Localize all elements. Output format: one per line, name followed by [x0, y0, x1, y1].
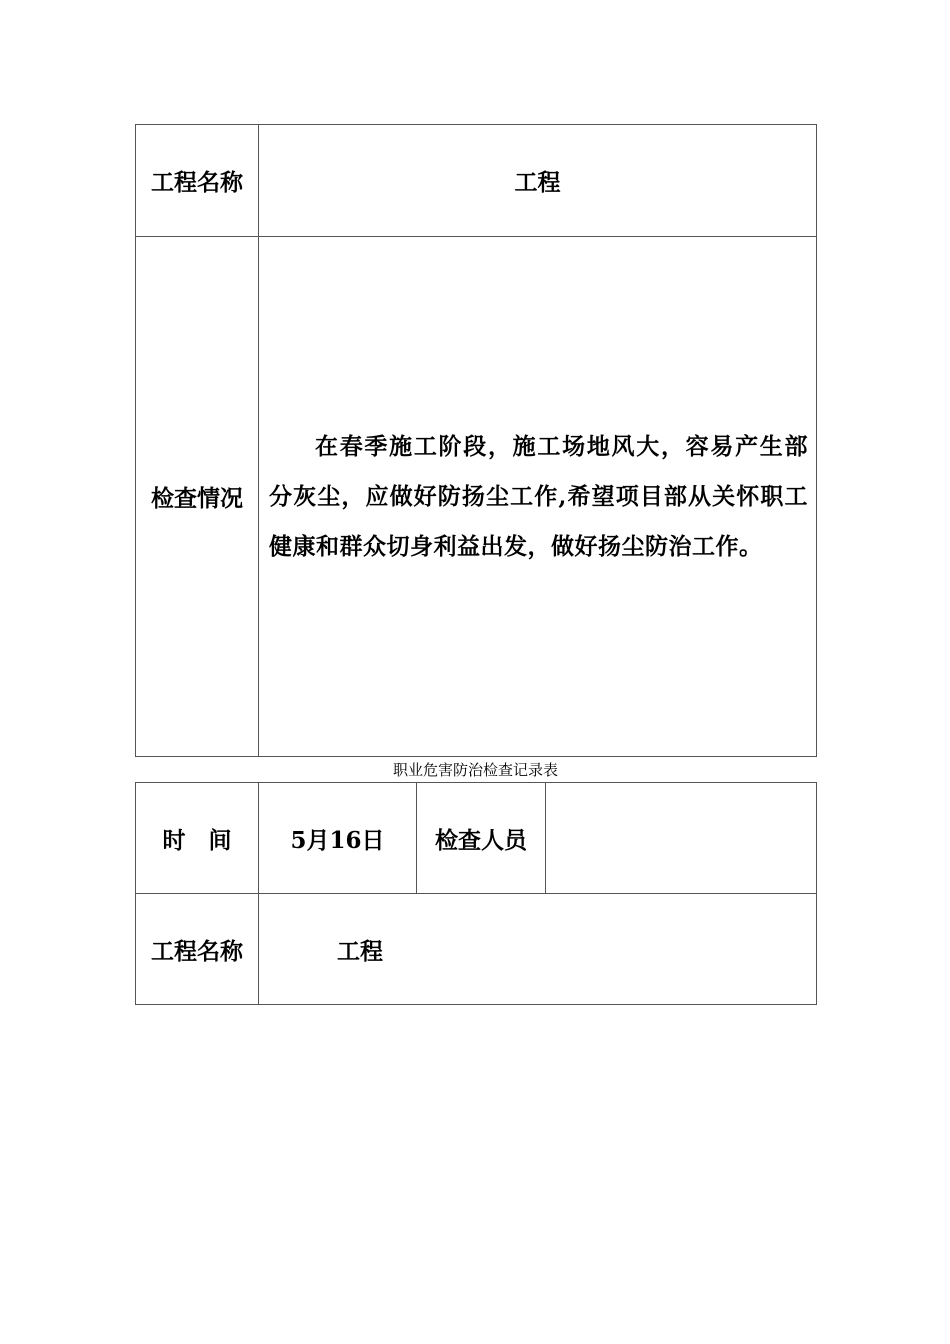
inspector-value — [546, 783, 817, 894]
time-row — [136, 783, 817, 894]
form-caption: 职业危害防治检查记录表 — [392, 761, 558, 779]
inspection-record-table-bottom — [135, 782, 817, 1005]
inspection-content-cell — [259, 237, 817, 757]
time-value: 5月16日 — [259, 783, 417, 894]
project-name-value: 工程 — [259, 125, 817, 237]
project-name-value-bottom: 工程 — [259, 894, 817, 1005]
project-name-label: 工程名称 — [136, 125, 259, 237]
inspection-text: 在春季施工阶段，施工场地风大，容易产生部分灰尘，应做好防扬尘工作,希望项目部从关怀职工健康和群众切身利益出发，做好扬尘防治工作。 — [269, 432, 808, 560]
inspector-label: 检查人员 — [417, 783, 546, 894]
project-name-row — [136, 125, 817, 237]
project-name-row-bottom — [136, 894, 817, 1005]
inspection-row — [136, 237, 817, 757]
project-name-label-bottom: 工程名称 — [136, 894, 259, 1005]
inspection-label: 检查情况 — [136, 237, 259, 757]
time-label: 时 间 — [136, 783, 259, 894]
inspection-record-table-top — [135, 124, 817, 757]
